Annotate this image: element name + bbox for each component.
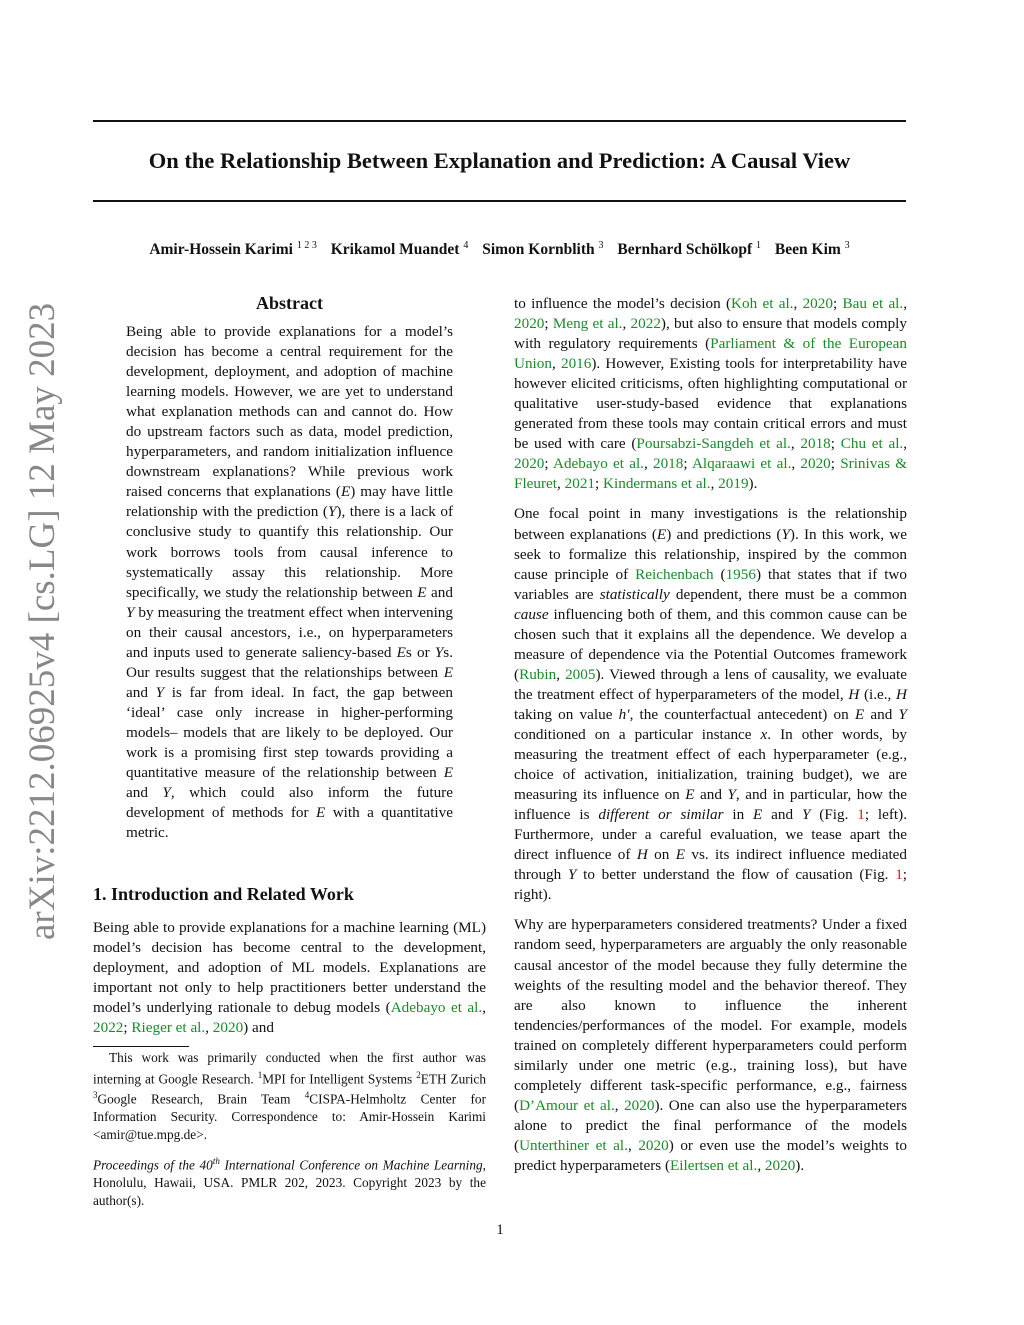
citation-link[interactable]: Srinivas & Fleuret <box>514 455 908 493</box>
author: Been Kim $^3$ <box>774 240 850 259</box>
citation-year-link[interactable]: 2020 <box>764 1156 796 1174</box>
figure-ref-link[interactable]: 1 <box>895 866 903 884</box>
author: Amir-Hossein Karimi $^{1 2 3}$ <box>149 240 317 259</box>
citation-year-link[interactable]: 2020 <box>514 455 545 473</box>
citation-link[interactable]: Rubin <box>519 665 557 683</box>
author: Bernhard Schölkopf $^1$ <box>617 240 762 259</box>
citation-link[interactable]: Parliament & of the European Union <box>514 335 907 373</box>
citation-link[interactable]: Poursabzi-Sangdeh et al. <box>636 435 791 453</box>
footnote-rule <box>93 1046 189 1047</box>
citation-link[interactable]: Reichenbach <box>635 565 714 583</box>
author: Krikamol Muandet $^4$ <box>330 240 469 259</box>
footnotes <box>93 1049 486 1209</box>
citation-year-link[interactable]: 2020 <box>802 295 833 312</box>
citation-link[interactable]: Meng et al. <box>552 315 623 333</box>
body-paragraph: Why are hyperparameters considered treatments? Under a fixed random seed, hyperparameters are arguably the only reasonable causal ancestor of the model because they fully determine the weights of the resulting model and the behavior thereof. They are also known to influence the inherent tendencies/performances of the model. For example, models trained on completely different hyperparameters could perform similarly under one metric (e.g., training loss), but have completely different task-specific performance, e.g., fairness (D’Amour et al., 2020). One can also use the hyperparameters alone to predict the final performance of the models (Unterthiner et al., 2020) or even use the model’s weights to predict hyperparameters (Eilertsen et al., 2020). <box>514 916 908 1174</box>
citation-link[interactable]: D’Amour et al. <box>519 1096 615 1114</box>
abstract-text: Being able to provide explanations for a model’s decision has become a central requirement for the development, deployment, and adoption of machine learning models. However, we are yet to understand what explanation methods can and cannot do. How do upstream factors such as data, model prediction, hyperparameters, and random initialization influence downstream explanations? While previous work raised concerns that explanations (E) may have little relationship with the prediction (Y), there is a lack of conclusive study to quantify this relationship. Our work borrows tools from causal inference to systematically assay this relationship. More specifically, we study the relationship between E and Y by measuring the treatment effect when intervening on their causal ancestors, i.e., on hyperparameters and inputs used to generate saliency-based Es or Ys. Our results suggest that the relationships between E and Y is far from ideal. In fact, the gap between ‘ideal’ case only increase in higher-performing models– models that are likely to be deployed. Our work is a promising first step towards providing a quantitative measure of the relationship between E and Y, which could also inform the future development of methods for E with a quantitative metric. <box>126 323 454 842</box>
figure-ref-link[interactable]: 1 <box>857 806 865 824</box>
abstract-heading: Abstract <box>256 293 323 313</box>
citation-year-link[interactable]: 2019 <box>718 475 749 493</box>
citation-link[interactable]: Rieger et al. <box>131 1019 206 1037</box>
author-list <box>93 236 906 260</box>
intro-paragraph: Being able to provide explanations for a machine learning (ML) model’s decision has become central to the development, deployment, and adoption of ML models. Explanations are important not only to help practitioners better understand the model’s underlying rationale to debug models (Adebayo et al., 2022; Rieger et al., 2020) and <box>93 919 486 1037</box>
citation-year-link[interactable]: 2022 <box>630 315 661 333</box>
body-paragraph: One focal point in many investigations is the relationship between explanations (E) and predictions (Y). In this work, we seek to formalize this relationship, inspired by the common cause principle of Reichenbach (1956) that states that if two variables are statistically dependent, there must be a common cause influencing both of them, and this common cause can be chosen such that it explains all the dependence. We develop a measure of dependence via the Potential Outcomes framework (Rubin, 2005). Viewed through a lens of causality, we evaluate the treatment effect of hyperparameters of the model, H (i.e., H taking on value h′, the counterfactual antecedent) on E and Y conditioned on a particular instance x. In other words, by measuring the treatment effect of each hyperparameter (e.g., choice of activation, initialization, training budget), we are measuring its influence on E and Y, and in particular, how the influence is different or similar in E and Y (Fig. 1; left). Furthermore, under a careful evaluation, we tease apart the direct influence of H on E vs. its indirect influence mediated through Y to better understand the flow of causation (Fig. 1; right). <box>514 505 908 904</box>
citation-link[interactable]: Koh et al. <box>731 295 794 312</box>
citation-year-link[interactable]: 2018 <box>800 435 831 453</box>
proceedings-footnote: Proceedings of the 40th International Conference on Machine Learning, Honolulu, Hawaii, USA. PMLR 202, 2023. Copyright 2023 by the author(s). <box>93 1156 486 1208</box>
citation-link[interactable]: Eilertsen et al. <box>670 1156 758 1174</box>
citation-link[interactable]: Adebayo et al. <box>390 999 483 1017</box>
paper-title: On the Relationship Between Explanation and Prediction: A Causal View <box>148 148 851 173</box>
citation-link[interactable]: Kindermans et al. <box>603 475 711 493</box>
citation-link[interactable]: Adebayo et al. <box>552 455 644 473</box>
body-paragraph: to influence the model’s decision (Koh et al., 2020; Bau et al., 2020; Meng et al., 2022), but also to ensure that models comply with regulatory requirements (Parliament & of the European Union, 2016). However, Existing tools for interpretability have however elicited criticisms, often highlighting computational or qualitative user-study-based evidence that explanations generated from these tools may contain critical errors and must be used with care (Poursabzi-Sangdeh et al., 2018; Chu et al., 2020; Adebayo et al., 2018; Alqaraawi et al., 2020; Srinivas & Fleuret, 2021; Kindermans et al., 2019). <box>514 295 908 493</box>
page-number: 1 <box>496 1222 504 1238</box>
citation-year-link[interactable]: 2020 <box>800 455 831 473</box>
affiliation-footnote: This work was primarily conducted when the first author was interning at Google Research. $^1$MPI for Intelligent Systems $^2$ETH Zurich $^3$Google Research, Brain Team $^4$CISPA-Helmholtz Center for Information Security. Correspondence to: Amir-Hossein Karimi <amir@tue.mpg.de>. <box>93 1050 486 1142</box>
citation-year-link[interactable]: 2020 <box>212 1019 244 1037</box>
citation-year-link[interactable]: 2020 <box>624 1096 655 1114</box>
introduction-section <box>93 882 486 1038</box>
citation-link[interactable]: Unterthiner et al. <box>519 1136 628 1154</box>
citation-year-link[interactable]: 2021 <box>564 475 595 493</box>
citation-link[interactable]: Chu et al. <box>840 435 904 453</box>
title-bottom-rule <box>93 200 906 202</box>
citation-year-link[interactable]: 2020 <box>638 1136 669 1154</box>
citation-link[interactable]: Alqaraawi et al. <box>691 455 792 473</box>
right-column <box>514 294 907 1176</box>
citation-year-link[interactable]: 2016 <box>560 355 592 373</box>
abstract-section <box>126 292 453 843</box>
arxiv-identifier: arXiv:2212.06925v4 [cs.LG] 12 May 2023 <box>22 302 63 940</box>
title-top-rule <box>93 120 906 122</box>
citation-year-link[interactable]: 2022 <box>93 1019 124 1037</box>
author: Simon Kornblith $^3$ <box>482 240 604 259</box>
citation-year-link[interactable]: 2020 <box>514 315 545 333</box>
citation-link[interactable]: Bau et al. <box>842 295 904 312</box>
section-heading: 1. Introduction and Related Work <box>93 884 354 904</box>
citation-year-link[interactable]: 1956 <box>725 565 756 583</box>
citation-year-link[interactable]: 2018 <box>652 455 684 473</box>
citation-year-link[interactable]: 2005 <box>565 665 596 683</box>
